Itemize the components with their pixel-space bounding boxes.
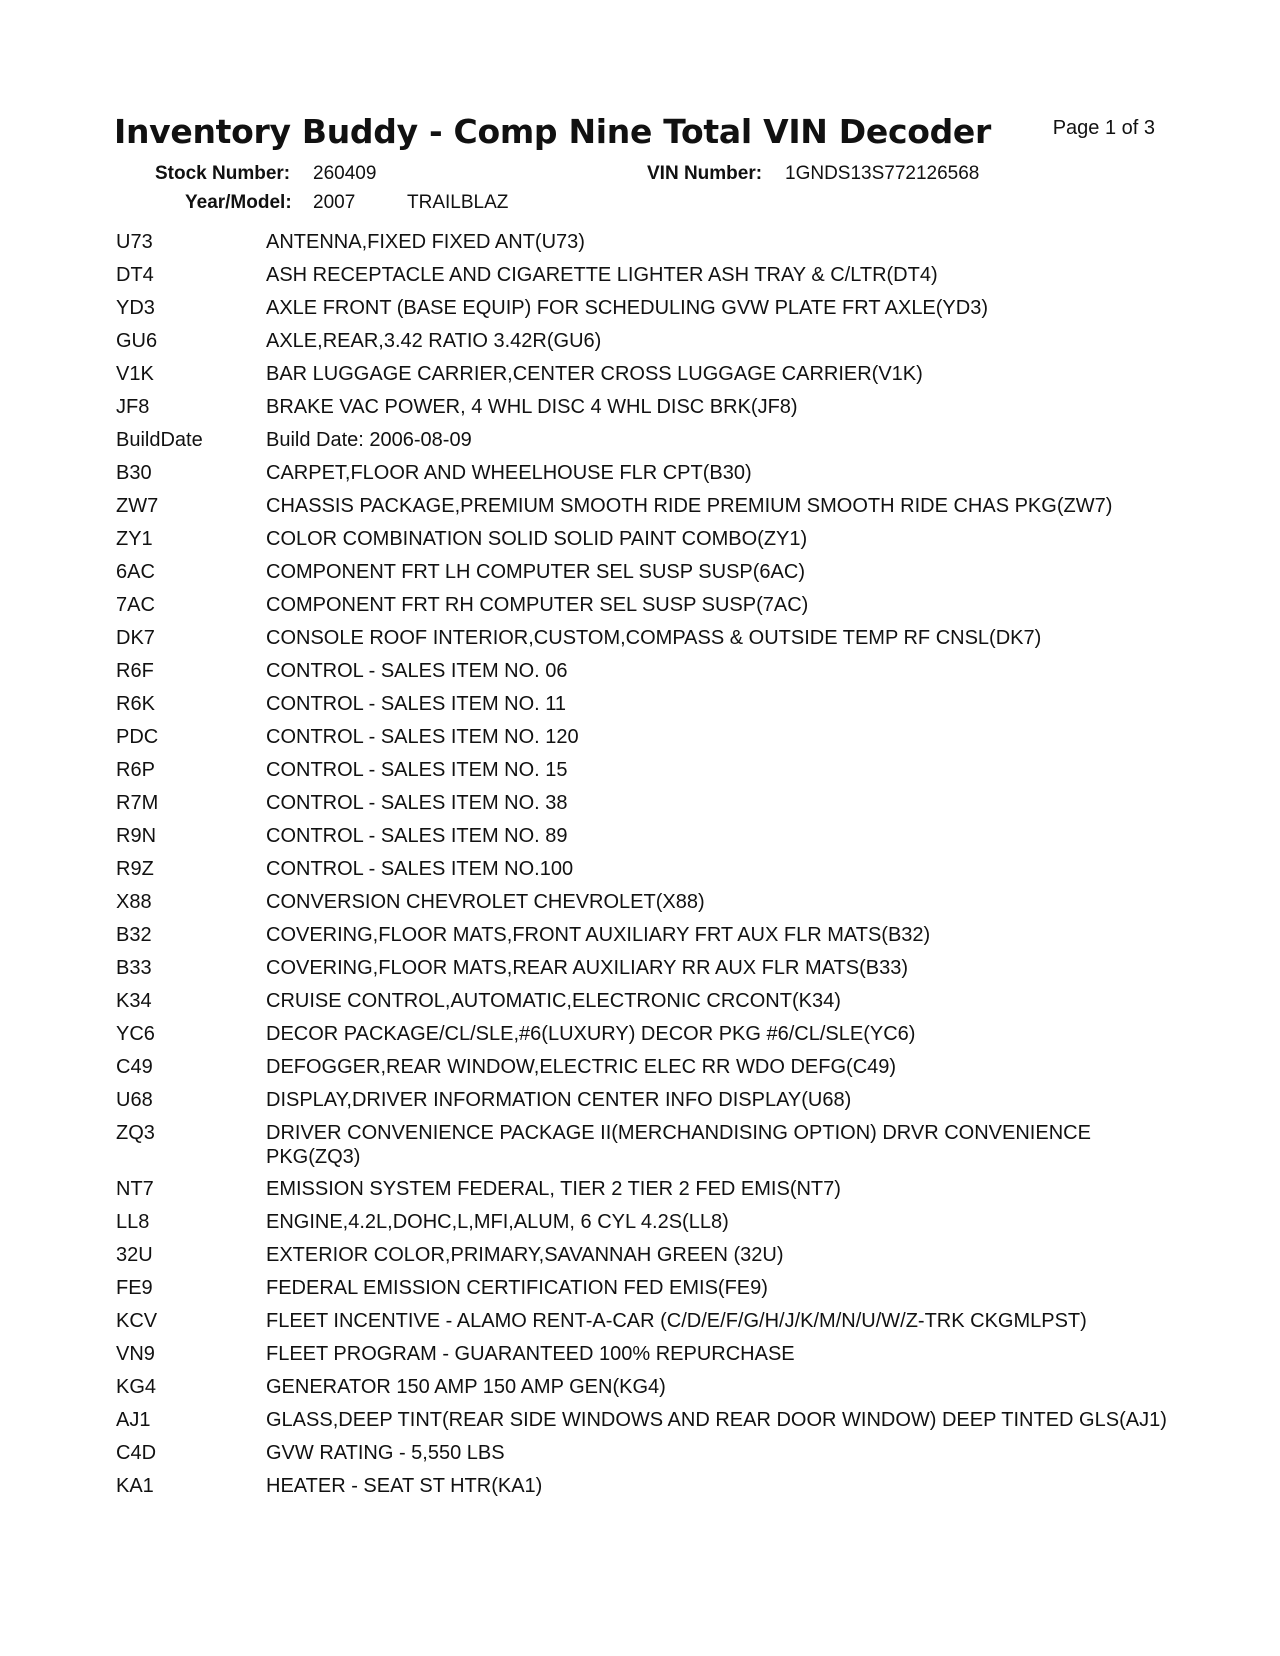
option-row [116,791,1176,824]
option-row [116,1474,1176,1507]
option-description: CHASSIS PACKAGE,PREMIUM SMOOTH RIDE PREMIUM SMOOTH RIDE CHAS PKG(ZW7) [266,495,1113,517]
option-code: GU6 [116,330,158,352]
option-description: CONSOLE ROOF INTERIOR,CUSTOM,COMPASS & OUTSIDE TEMP RF CNSL(DK7) [266,627,1042,649]
option-description: COLOR COMBINATION SOLID SOLID PAINT COMBO(ZY1) [266,528,808,550]
year-model-label: Year/Model: [185,192,292,213]
option-row [116,329,1176,362]
option-description: COVERING,FLOOR MATS,REAR AUXILIARY RR AUX FLR MATS(B33) [266,957,908,979]
option-row [116,1210,1176,1243]
option-description: BRAKE VAC POWER, 4 WHL DISC 4 WHL DISC BRK(JF8) [266,396,798,418]
option-description: FLEET INCENTIVE - ALAMO RENT-A-CAR (C/D/E/F/G/H/J/K/M/N/U/W/Z-TRK CKGMLPST) [266,1310,1087,1332]
option-code: DT4 [116,264,154,286]
stock-number-value: 260409 [313,163,377,184]
option-row [116,1022,1176,1055]
option-row [116,1177,1176,1210]
option-code: V1K [116,363,154,385]
option-code: R9N [116,825,157,847]
option-description: AXLE,REAR,3.42 RATIO 3.42R(GU6) [266,330,602,352]
option-row [116,1121,1176,1177]
option-row [116,890,1176,923]
option-row [116,593,1176,626]
option-row [116,989,1176,1022]
option-description: CONTROL - SALES ITEM NO. 38 [266,792,568,814]
option-row [116,296,1176,329]
option-code: KCV [116,1310,158,1332]
option-description: CONTROL - SALES ITEM NO. 11 [266,693,567,715]
option-description: GLASS,DEEP TINT(REAR SIDE WINDOWS AND REAR DOOR WINDOW) DEEP TINTED GLS(AJ1) [266,1409,1167,1431]
option-row [116,692,1176,725]
option-row [116,1276,1176,1309]
option-description: ANTENNA,FIXED FIXED ANT(U73) [266,231,585,253]
option-description: FLEET PROGRAM - GUARANTEED 100% REPURCHASE [266,1343,795,1365]
option-description: AXLE FRONT (BASE EQUIP) FOR SCHEDULING GVW PLATE FRT AXLE(YD3) [266,297,989,319]
option-row [116,1408,1176,1441]
vin-number-value: 1GNDS13S772126568 [785,163,980,184]
vin-number-label: VIN Number: [647,163,763,184]
option-row [116,362,1176,395]
option-code: ZQ3 [116,1122,155,1144]
option-row [116,527,1176,560]
option-row [116,494,1176,527]
option-row [116,230,1176,263]
option-code: U68 [116,1089,153,1111]
option-code: ZY1 [116,528,153,550]
option-code: C4D [116,1442,157,1464]
page-indicator: Page 1 of 3 [1052,117,1155,139]
option-code: FE9 [116,1277,153,1299]
option-description: DRIVER CONVENIENCE PACKAGE II(MERCHANDISING OPTION) DRVR CONVENIENCE PKG(ZQ3) [266,1122,1091,1168]
option-description: CONTROL - SALES ITEM NO. 89 [266,825,568,847]
option-row [116,1055,1176,1088]
option-description: DEFOGGER,REAR WINDOW,ELECTRIC ELEC RR WDO DEFG(C49) [266,1056,897,1078]
option-code: NT7 [116,1178,154,1200]
option-description: CONTROL - SALES ITEM NO.100 [266,858,574,880]
option-row [116,758,1176,791]
option-description: CONTROL - SALES ITEM NO. 120 [266,726,579,748]
option-description: GVW RATING - 5,550 LBS [266,1442,505,1464]
document-title: Inventory Buddy - Comp Nine Total VIN Decoder [114,112,991,151]
option-code: ZW7 [116,495,159,517]
option-code: 6AC [116,561,155,583]
option-code: KA1 [116,1475,154,1497]
option-row [116,1309,1176,1342]
option-list [116,230,1176,1507]
option-description: ENGINE,4.2L,DOHC,L,MFI,ALUM, 6 CYL 4.2S(LL8) [266,1211,729,1233]
option-row [116,461,1176,494]
option-code: PDC [116,726,159,748]
option-code: VN9 [116,1343,155,1365]
option-code: LL8 [116,1211,150,1233]
option-row [116,626,1176,659]
option-row [116,1088,1176,1121]
option-description: ASH RECEPTACLE AND CIGARETTE LIGHTER ASH TRAY & C/LTR(DT4) [266,264,938,286]
option-row [116,956,1176,989]
option-row [116,659,1176,692]
year-value: 2007 [313,192,356,213]
option-row [116,923,1176,956]
option-code: AJ1 [116,1409,151,1431]
option-code: B32 [116,924,152,946]
option-description: DISPLAY,DRIVER INFORMATION CENTER INFO DISPLAY(U68) [266,1089,852,1111]
option-code: U73 [116,231,153,253]
option-code: K34 [116,990,152,1012]
option-row [116,857,1176,890]
option-row [116,1375,1176,1408]
option-code: B30 [116,462,152,484]
option-code: YC6 [116,1023,155,1045]
option-description: HEATER - SEAT ST HTR(KA1) [266,1475,543,1497]
option-row [116,1342,1176,1375]
stock-number-label: Stock Number: [155,163,291,184]
option-code: JF8 [116,396,150,418]
option-code: R7M [116,792,159,814]
option-row [116,824,1176,857]
option-description: CONVERSION CHEVROLET CHEVROLET(X88) [266,891,705,913]
option-code: R6P [116,759,155,781]
option-row [116,560,1176,593]
option-row [116,428,1176,461]
option-description: EMISSION SYSTEM FEDERAL, TIER 2 TIER 2 FED EMIS(NT7) [266,1178,841,1200]
option-row [116,1441,1176,1474]
option-description: FEDERAL EMISSION CERTIFICATION FED EMIS(FE9) [266,1277,768,1299]
option-row [116,395,1176,428]
option-description: EXTERIOR COLOR,PRIMARY,SAVANNAH GREEN (32U) [266,1244,784,1266]
option-code: C49 [116,1056,153,1078]
option-description: CONTROL - SALES ITEM NO. 06 [266,660,568,682]
option-description: Build Date: 2006-08-09 [266,429,472,451]
option-row [116,263,1176,296]
option-code: X88 [116,891,152,913]
option-code: B33 [116,957,152,979]
option-description: CRUISE CONTROL,AUTOMATIC,ELECTRONIC CRCONT(K34) [266,990,841,1012]
option-description: GENERATOR 150 AMP 150 AMP GEN(KG4) [266,1376,666,1398]
option-description: COMPONENT FRT RH COMPUTER SEL SUSP SUSP(7AC) [266,594,809,616]
option-code: KG4 [116,1376,157,1398]
option-code: 32U [116,1244,153,1266]
option-description: COMPONENT FRT LH COMPUTER SEL SUSP SUSP(6AC) [266,561,805,583]
option-code: R9Z [116,858,154,880]
option-description: BAR LUGGAGE CARRIER,CENTER CROSS LUGGAGE CARRIER(V1K) [266,363,923,385]
option-description: DECOR PACKAGE/CL/SLE,#6(LUXURY) DECOR PKG #6/CL/SLE(YC6) [266,1023,916,1045]
option-code: 7AC [116,594,155,616]
option-code: YD3 [116,297,155,319]
option-code: R6F [116,660,154,682]
option-code: R6K [116,693,155,715]
model-value: TRAILBLAZ [407,192,509,213]
option-description: COVERING,FLOOR MATS,FRONT AUXILIARY FRT AUX FLR MATS(B32) [266,924,931,946]
option-description: CARPET,FLOOR AND WHEELHOUSE FLR CPT(B30) [266,462,752,484]
option-row [116,725,1176,758]
option-row [116,1243,1176,1276]
option-code: BuildDate [116,429,203,451]
option-description: CONTROL - SALES ITEM NO. 15 [266,759,568,781]
option-code: DK7 [116,627,155,649]
